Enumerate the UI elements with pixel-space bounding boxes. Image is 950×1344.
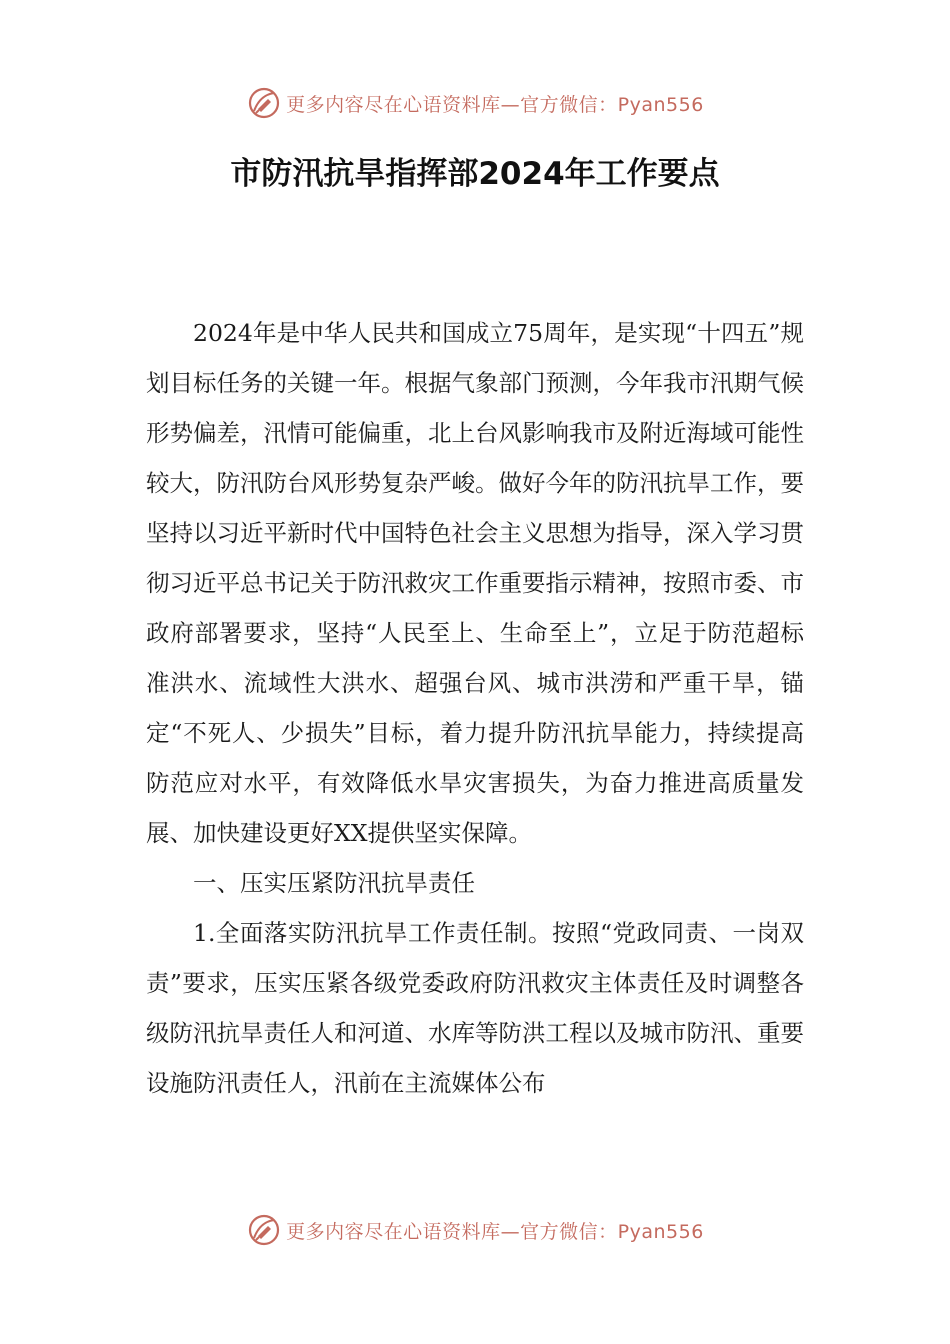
document-body [146,308,804,1108]
watermark-banner-bottom [0,1210,950,1250]
document-title: 市防汛抗旱指挥部2024年工作要点 [230,156,720,192]
watermark-banner-top [0,83,950,123]
watermark-text: 更多内容尽在心语资料库—官方微信：Pyan556 [286,93,704,116]
pen-nib-swirl-icon [246,85,282,121]
watermark-text: 更多内容尽在心语资料库—官方微信：Pyan556 [286,1220,704,1243]
paragraph-item-1: 1.全面落实防汛抗旱工作责任制。按照“党政同责、一岗双责”要求，压实压紧各级党委政府防汛救灾主体责任及时调整各级防汛抗旱责任人和河道、水库等防洪工程以及城市防汛、重要设施防汛责任人，汛前在主流媒体公布 [146,919,804,1097]
pen-nib-swirl-icon [246,1212,282,1248]
section-heading-1: 一、压实压紧防汛抗旱责任 [193,869,475,897]
paragraph-intro: 2024年是中华人民共和国成立75周年，是实现“十四五”规划目标任务的关键一年。根据气象部门预测，今年我市汛期气候形势偏差，汛情可能偏重，北上台风影响我市及附近海域可能性较大，防汛防台风形势复杂严峻。做好今年的防汛抗旱工作，要坚持以习近平新时代中国特色社会主义思想为指导，深入学习贯彻习近平总书记关于防汛救灾工作重要指示精神，按照市委、市政府部署要求，坚持“人民至上、生命至上”，立足于防范超标准洪水、流域性大洪水、超强台风、城市洪涝和严重干旱，锚定“不死人、少损失”目标，着力提升防汛抗旱能力，持续提高防范应对水平，有效降低水旱灾害损失，为奋力推进高质量发展、加快建设更好XX提供坚实保障。 [146,319,804,847]
